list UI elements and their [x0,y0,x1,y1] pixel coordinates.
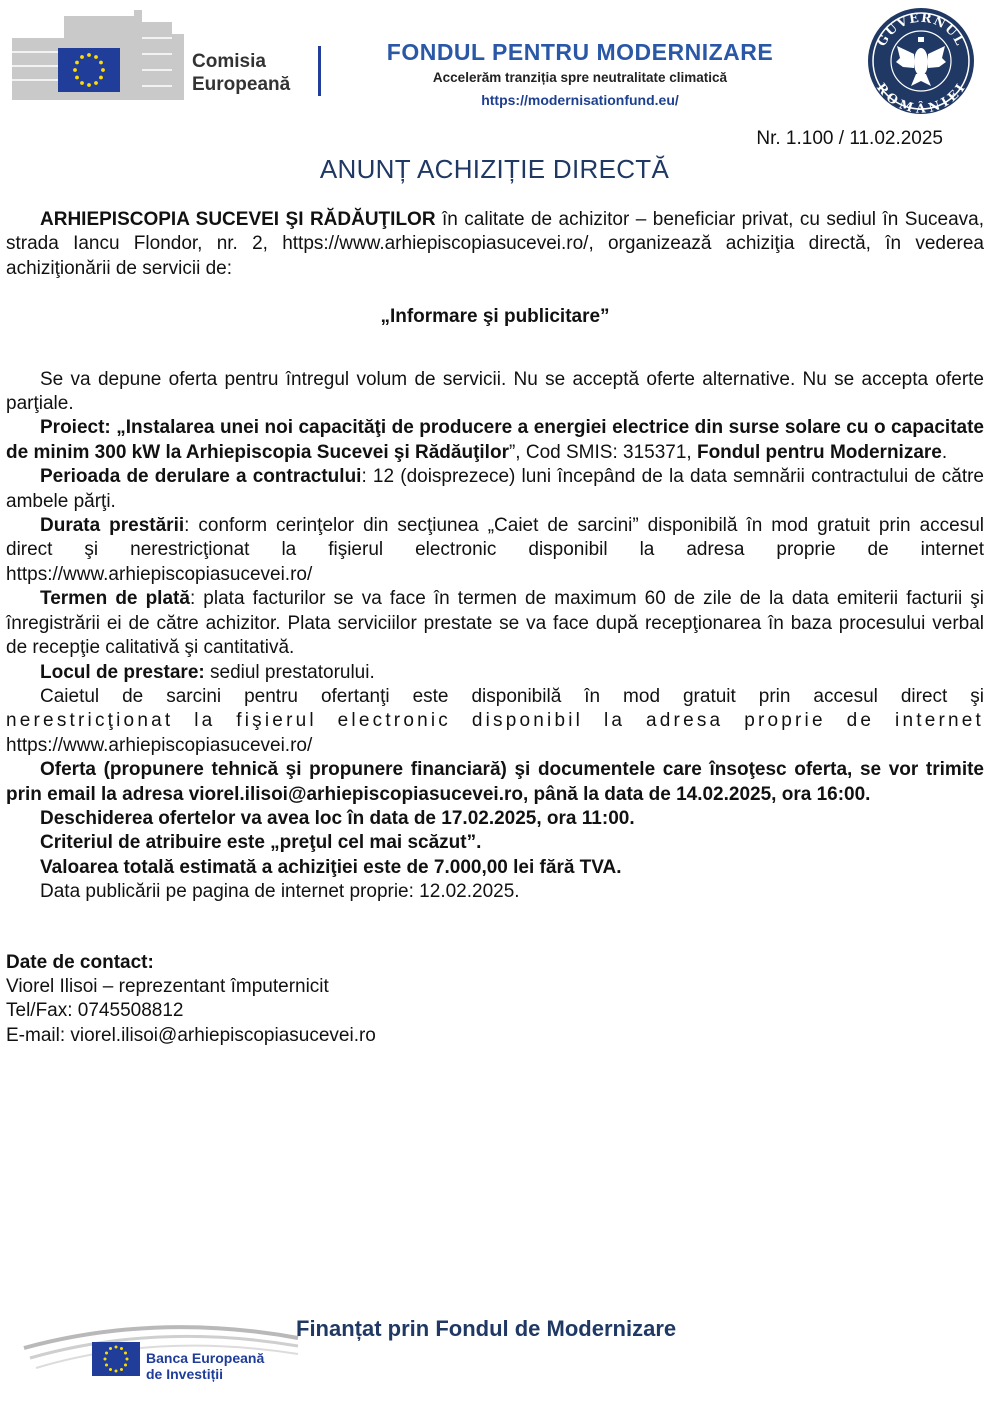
project-mid: ”, Cod SMIS: 315371, [508,441,697,463]
publication-paragraph: Data publicării pe pagina de internet proprie: 12.02.2025. [40,881,520,903]
intro-text: în calitate de achizitor – beneficiar privat, cu sediul în Suceava, strada Iancu Flondor, nr. 2, https://www.arhiepiscopiasucevei.ro/, organizează achiziţia directă, în vederea achiziţionării de servicii de: [6,209,984,279]
contact-phone: Tel/Fax: 0745508812 [6,1000,184,1022]
funding-note: Finanțat prin Fondul de Modernizare [296,1316,677,1341]
value-paragraph: Valoarea totală estimată a achiziţiei este de 7.000,00 lei fără TVA. [40,856,622,878]
duration-paragraph [6,514,984,587]
duration-label: Durata prestării [40,515,185,537]
opening-paragraph: Deschiderea ofertelor va avea loc în data de 17.02.2025, ora 11:00. [40,807,635,829]
intro-paragraph [6,208,984,281]
header-divider [318,46,321,96]
ec-name-line2: Europeană [192,74,291,95]
european-commission-name [192,50,290,96]
announcement-body [6,208,984,1048]
specs-line3: https://www.arhiepiscopiasucevei.ro/ [6,734,313,756]
document-title: ANUNȚ ACHIZIȚIE DIRECTĂ [319,154,670,184]
eib-name [146,1350,264,1382]
contact-name: Viorel Ilisoi – reprezentant împuternicit [6,975,329,997]
submission-paragraph: Oferta (propunere tehnică şi propunere financiară) şi documentele care însoţesc oferta, se vor trimite prin email la adresa viorel.ilisoi@arhiepiscopiasucevei.ro, până la data de 14.02.2025, ora 16:00. [6,759,984,805]
project-paragraph [6,416,984,465]
fund-url-link[interactable]: https://modernisationfund.eu/ [481,92,679,108]
period-paragraph [6,465,984,514]
fund-header [330,38,830,110]
eib-name-line2: de Investiții [146,1366,224,1382]
contact-heading: Date de contact: [6,951,154,973]
specs-line1: Caietul de sarcini pentru ofertanţi este disponibilă în mod gratuit prin accesul direct şi [40,685,984,707]
payment-paragraph [6,587,984,660]
seal-bottom-text: ROMÂNIEI [873,80,969,116]
duration-text: : conform cerinţelor din secţiunea „Caiet de sarcini” disponibilă în mod gratuit prin accesul direct şi nerestricţionat la fişierul electronic disponibil la adresa proprie de internet https://www.arhiepiscopiasucevei.ro/ [6,515,984,585]
project-label: Proiect [40,417,105,439]
criterion-paragraph: Criteriul de atribuire este „preţul cel mai scăzut”. [40,832,482,854]
seal-top-text: GUVERNUL [873,9,969,49]
location-label: Locul de prestare: [40,661,205,683]
specs-line2: nerestricţionat la fişierul electronic disponibil la adresa proprie de internet [6,710,984,732]
payment-label: Termen de plată [40,588,190,610]
romanian-government-seal [866,6,976,116]
location-paragraph [6,661,984,685]
letterhead [0,0,989,149]
contact-email: E-mail: viorel.ilisoi@arhiepiscopiasucevei.ro [6,1024,376,1046]
payment-text: : plata facturilor se va face în termen de maximum 60 de zile de la data emiterii facturii şi înregistrării ei de către achizitor. Plata serviciilor prestate se va face după recepţionarea în baza procesului verbal de recepţie calitativă şi cantitativă. [6,588,984,659]
specs-paragraph [6,685,984,709]
period-text: : 12 (doisprezece) luni începând de la data semnării contractului de către ambele părţi. [6,466,984,512]
eib-name-line1: Banca Europeană [146,1350,265,1366]
service-title: „Informare şi publicitare” [380,306,610,328]
ec-name-line1: Comisia [192,51,266,72]
location-text: sediul prestatorului. [204,661,375,683]
organization-name: ARHIEPISCOPIA SUCEVEI ŞI RĂDĂUŢILOR [40,209,436,230]
document-number: Nr. 1.100 / 11.02.2025 [756,128,943,149]
offer-note: Se va depune oferta pentru întregul volum de servicii. Nu se acceptă oferte alternative. Nu se accepta oferte parţiale. [6,368,984,415]
project-title: : „Instalarea unei noi capacităţi de producere a energiei electrice din surse solare cu o capacitate de minim 300 kW la Arhiepiscopia Sucevei şi Rădăuţilor [6,417,984,463]
fund-subtitle: Accelerăm tranziția spre neutralitate climatică [432,70,728,85]
period-label: Perioada de derulare a contractului [40,466,362,488]
project-fund: Fondul pentru Modernizare [696,441,942,463]
fund-title: FONDUL PENTRU MODERNIZARE [386,39,774,65]
project-end: . [941,441,948,463]
